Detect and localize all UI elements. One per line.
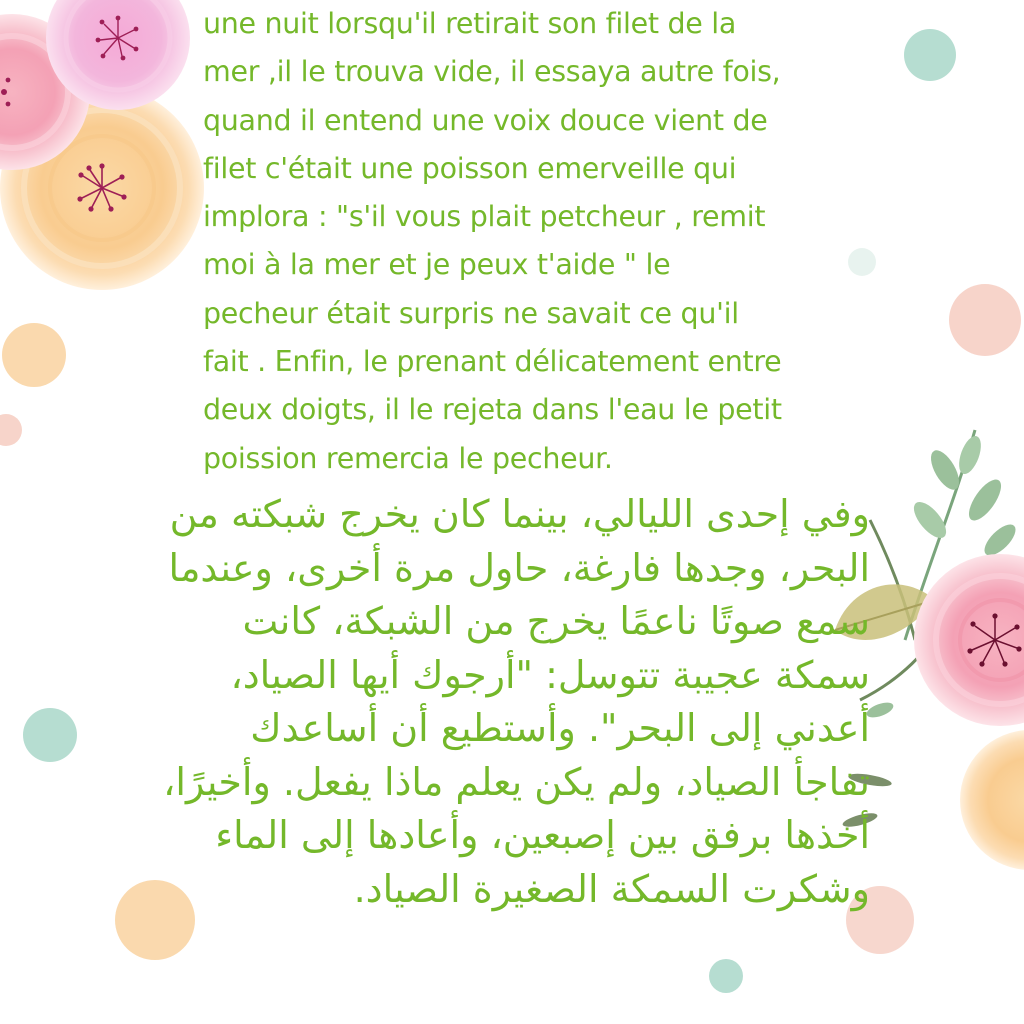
- dot-icon: [709, 959, 743, 993]
- dot-icon: [0, 414, 22, 446]
- pink-flower-icon: [914, 554, 1024, 726]
- dot-icon: [949, 284, 1021, 356]
- dot-icon: [23, 708, 77, 762]
- dot-icon: [904, 29, 956, 81]
- dot-icon: [2, 323, 66, 387]
- peach-flower-icon: [960, 730, 1024, 870]
- arabic-story-paragraph: وفي إحدى الليالي، بينما كان يخرج شبكته من البحر، وجدها فارغة، حاول مرة أخرى، وعندما سمع صوتًا ناعمًا يخرج من الشبكة، كانت سمكة عجيبة تتوسل: "أرجوك أيها الصياد، أعدني إلى البحر". وأستطيع أن أساعدك تفاجأ الصياد، ولم يكن يعلم ماذا يفعل. وأخيرًا، أخذها برفق بين إصبعين، وأعادها إلى الماء وشكرت السمكة الصغيرة الصياد.: [163, 492, 870, 911]
- french-story-paragraph: une nuit lorsqu'il retirait son filet de la mer ,il le trouva vide, il essaya autre fois, quand il entend une voix douce vient de filet c'était une poisson emerveille qui implora : "s'il vous plait petcheur , remit moi à la mer et je peux t'aide " le pecheur était surpris ne savait ce qu'il fait . Enfin, le prenant délicatement entre deux doigts, il le rejeta dans l'eau le petit poission remercia le pecheur.: [203, 7, 782, 475]
